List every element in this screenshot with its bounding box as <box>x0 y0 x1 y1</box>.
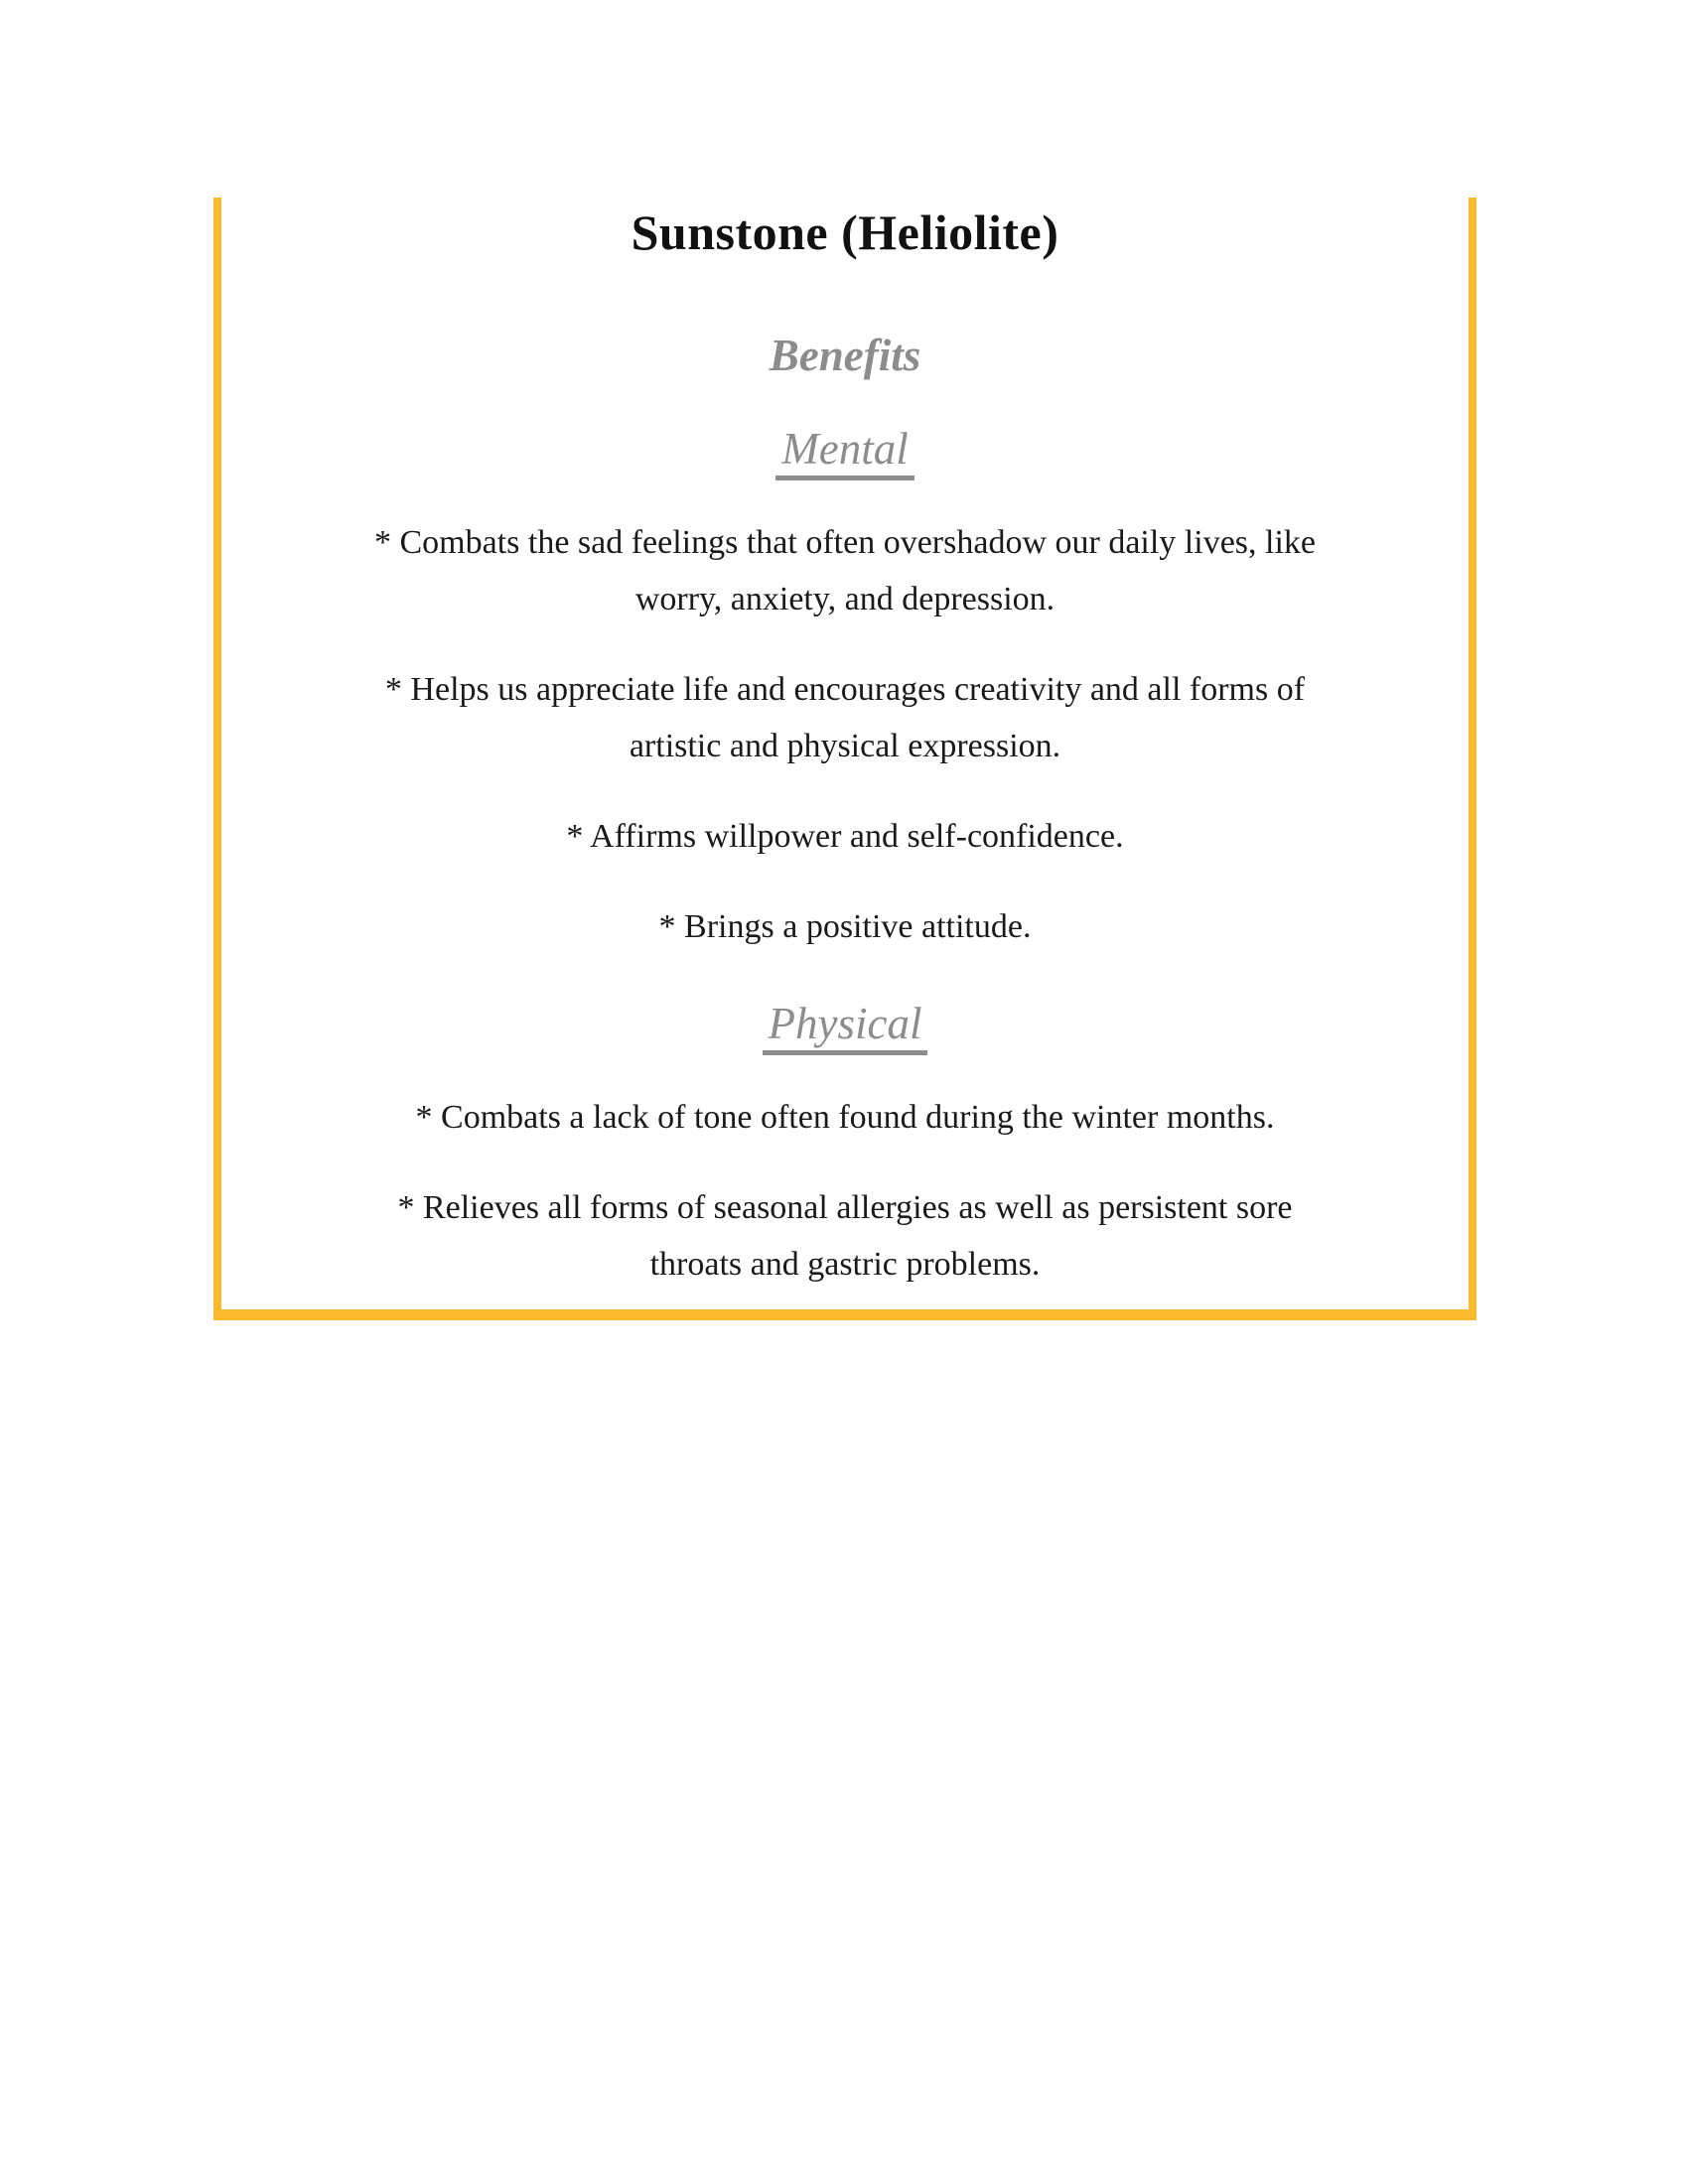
content-frame <box>213 198 1477 1320</box>
bullet-paragraph-affirms-willpower <box>221 808 1469 865</box>
mental-heading-label: Mental <box>775 424 914 480</box>
bullet-line: * Combats the sad feelings that often overshadow our daily lives, like <box>373 524 1316 561</box>
bullet-line: throats and gastric problems. <box>649 1246 1041 1283</box>
bullet-paragraph-positive-attitude <box>221 898 1469 955</box>
benefits-heading: Benefits <box>769 331 921 380</box>
bullet-line: * Affirms willpower and self-confidence. <box>566 818 1124 855</box>
page-title: Sunstone (Heliolite) <box>631 205 1059 260</box>
bullet-line: * Brings a positive attitude. <box>658 908 1032 945</box>
bullet-paragraph-combats-lack-of-tone <box>221 1089 1469 1146</box>
bullet-paragraph-combats-sad-feelings <box>221 514 1469 627</box>
bullet-line: worry, anxiety, and depression. <box>634 581 1055 617</box>
bullet-line: * Helps us appreciate life and encourages creativity and all forms of <box>384 671 1306 708</box>
physical-heading <box>221 999 1469 1055</box>
bullet-line: * Combats a lack of tone often found during the winter months. <box>415 1099 1275 1136</box>
bullet-line: * Relieves all forms of seasonal allergies as well as persistent sore <box>397 1189 1293 1226</box>
bullet-paragraph-relieves-allergies <box>221 1179 1469 1293</box>
mental-heading <box>221 424 1469 480</box>
physical-heading-label: Physical <box>763 999 928 1055</box>
bullet-paragraph-helps-appreciate-life <box>221 661 1469 774</box>
bullet-line: artistic and physical expression. <box>629 728 1061 764</box>
